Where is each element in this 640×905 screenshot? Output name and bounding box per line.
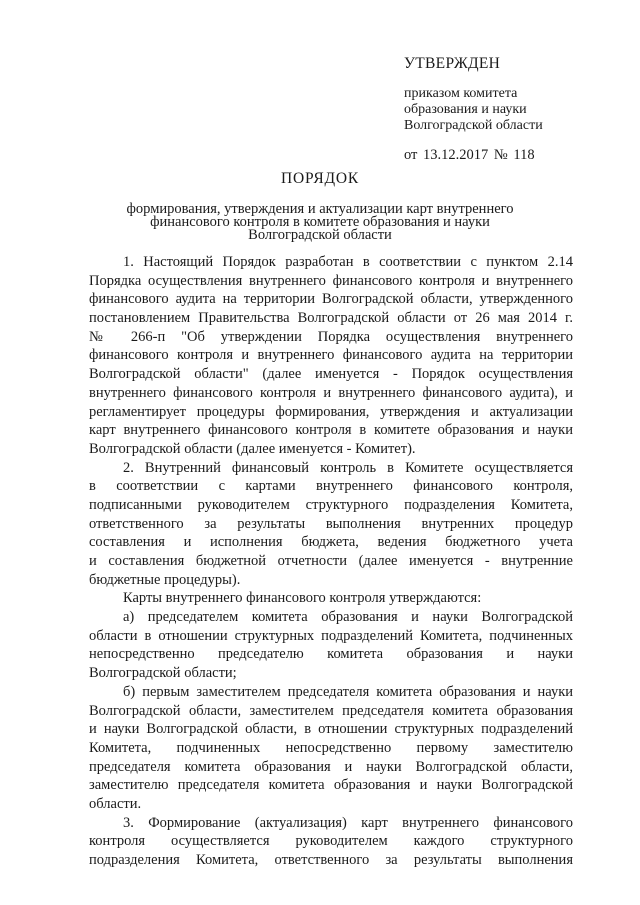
body-text-line: финансового аудита на территории Волгоградской области, утвержденного xyxy=(89,291,573,308)
document-subtitle xyxy=(120,203,520,242)
body-text-line: Карты внутреннего финансового контроля утверждаются: xyxy=(123,590,482,607)
body-text-line: заместителю председателя комитета образования и науки Волгоградской xyxy=(89,777,573,794)
body-text-line: и науки Волгоградской области, в отношении структурных подразделений xyxy=(89,721,573,738)
body-text-line: б) первым заместителем председателя комитета образования и науки xyxy=(123,683,573,700)
document-body xyxy=(89,253,573,870)
subtitle-line: Волгоградской области xyxy=(248,227,392,243)
approval-line: приказом комитета xyxy=(404,86,518,101)
subtitle-line: финансового контроля в комитете образования и науки xyxy=(150,214,490,230)
body-text-line: ответственного за результаты выполнения внутренних процедур xyxy=(89,515,573,532)
body-text-line: постановлением Правительства Волгоградской области от 26 мая 2014 г. xyxy=(89,310,573,327)
body-text-line: бюджетные процедуры). xyxy=(89,571,241,588)
body-text-line: № 266-п "Об утверждении Порядка осуществления внутреннего xyxy=(89,328,573,345)
body-text-line: карт внутреннего финансового контроля в комитете образования и науки xyxy=(89,422,573,439)
body-text-line: Волгоградской области; xyxy=(89,665,237,682)
body-text-line: внутреннего финансового контроля и внутреннего финансового аудита), и xyxy=(89,384,573,401)
body-text-line: 3. Формирование (актуализация) карт внутреннего финансового xyxy=(123,814,573,831)
body-text-line: в соответствии с картами внутреннего финансового контроля, xyxy=(89,478,573,495)
body-text-line: Волгоградской области, заместителем председателя комитета образования xyxy=(89,702,573,719)
approval-block xyxy=(404,56,604,163)
body-text-line: области. xyxy=(89,795,142,812)
body-text-line: и составления бюджетной отчетности (далее именуется - внутренние xyxy=(89,553,573,569)
approval-heading: УТВЕРЖДЕН xyxy=(404,55,501,72)
body-text-line: председателя комитета образования и науки Волгоградской области, xyxy=(89,758,573,775)
body-text-line: Порядка осуществления внутреннего финансового контроля и внутреннего xyxy=(89,272,573,289)
subtitle-line: формирования, утверждения и актуализации карт внутреннего xyxy=(126,201,514,217)
body-text-line: составления и исполнения бюджета, ведения бюджетного учета xyxy=(89,534,573,551)
body-text-line: а) председателем комитета образования и науки Волгоградской xyxy=(123,609,573,626)
body-text-line: 2. Внутренний финансовый контроль в Комитете осуществляется xyxy=(123,459,573,476)
body-text-line: финансового контроля и внутреннего финансового аудита на территории xyxy=(89,347,573,364)
body-text-line: контроля осуществляется руководителем каждого структурного xyxy=(89,833,573,850)
body-text-line: Волгоградской области (далее именуется - Комитет). xyxy=(89,440,416,457)
body-text-line: регламентирует процедуры формирования, утверждения и актуализации xyxy=(89,403,573,420)
body-text-line: подписанными руководителем структурного подразделения Комитета, xyxy=(89,496,573,513)
document-title: ПОРЯДОК xyxy=(280,170,360,187)
approval-line: Волгоградской области xyxy=(404,118,543,133)
approval-date: от 13.12.2017 № 118 xyxy=(404,147,535,163)
approval-line: образования и науки xyxy=(404,102,527,117)
body-text-line: Волгоградской области" (далее именуется - Порядок осуществления xyxy=(89,366,573,383)
body-text-line: непосредственно председателю комитета образования и науки xyxy=(89,646,573,663)
body-text-line: области в отношении структурных подразделений Комитета, подчиненных xyxy=(89,627,573,644)
body-text-line: Комитета, подчиненных непосредственно первому заместителю xyxy=(89,739,573,756)
body-text-line: подразделения Комитета, ответственного за результаты выполнения xyxy=(89,852,573,868)
body-text-line: 1. Настоящий Порядок разработан в соответствии с пунктом 2.14 xyxy=(123,254,573,270)
